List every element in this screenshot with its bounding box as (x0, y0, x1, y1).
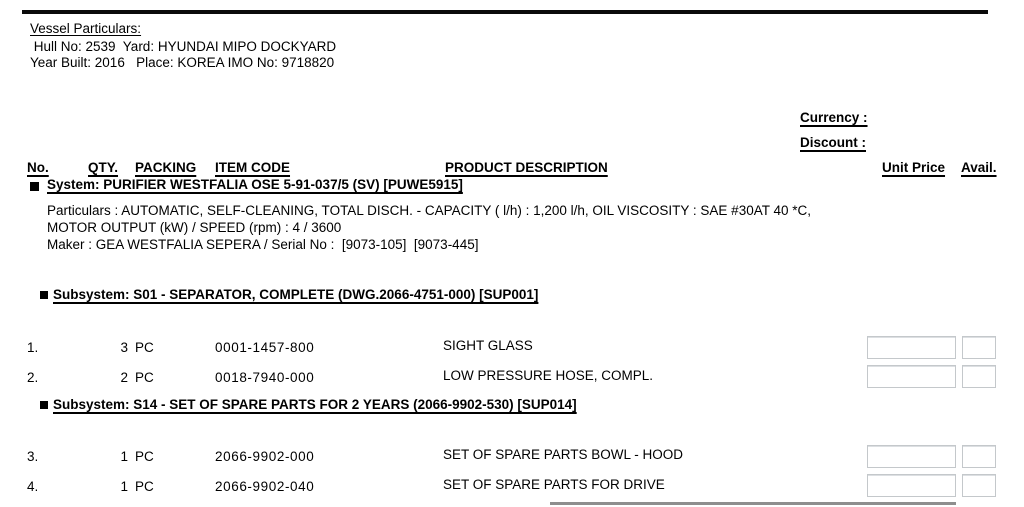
item-code: 0001-1457-800 (215, 340, 315, 355)
section-divider (550, 502, 956, 505)
square-bullet-icon (40, 291, 48, 299)
col-header-unit-price: Unit Price (882, 160, 946, 175)
item-packing: PC (135, 479, 154, 494)
avail-input[interactable] (962, 445, 996, 468)
item-packing: PC (135, 449, 154, 464)
item-code: 2066-9902-000 (215, 449, 315, 464)
currency-label: Currency : (800, 110, 868, 125)
subsystem-s01-heading: Subsystem: S01 - SEPARATOR, COMPLETE (DWG.2066-4751-000) [SUP001] (53, 287, 539, 302)
col-header-packing: PACKING (135, 160, 197, 175)
avail-input[interactable] (962, 336, 996, 359)
vessel-particulars-title: Vessel Particulars: (30, 21, 142, 36)
item-description: LOW PRESSURE HOSE, COMPL. (443, 368, 654, 383)
unit-price-input[interactable] (867, 474, 956, 497)
unit-price-input[interactable] (867, 336, 956, 359)
vessel-hull-line: Hull No: 2539 Yard: HYUNDAI MIPO DOCKYARD (30, 39, 337, 54)
item-code: 2066-9902-040 (215, 479, 315, 494)
col-header-description: PRODUCT DESCRIPTION (445, 160, 608, 175)
square-bullet-icon (40, 401, 48, 409)
system-particulars-line-1: Particulars : AUTOMATIC, SELF-CLEANING, TOTAL DISCH. - CAPACITY ( l/h) : 1,200 l/h, OIL VISCOSITY : SAE #30AT 40 *C, (47, 203, 811, 218)
item-description: SET OF SPARE PARTS FOR DRIVE (443, 477, 665, 492)
unit-price-input[interactable] (867, 445, 956, 468)
unit-price-input[interactable] (867, 365, 956, 388)
item-packing: PC (135, 370, 154, 385)
item-packing: PC (135, 340, 154, 355)
item-qty: 1 (120, 449, 128, 464)
item-no: 3. (27, 449, 39, 464)
item-qty: 2 (120, 370, 128, 385)
system-particulars-line-2: MOTOR OUTPUT (kW) / SPEED (rpm) : 4 / 3600 (47, 220, 342, 235)
item-no: 4. (27, 479, 39, 494)
item-no: 1. (27, 340, 39, 355)
item-description: SIGHT GLASS (443, 338, 533, 353)
col-header-qty: QTY. (88, 160, 119, 175)
square-bullet-icon (30, 182, 39, 191)
top-rule (22, 10, 988, 14)
subsystem-s14-heading: Subsystem: S14 - SET OF SPARE PARTS FOR 2 YEARS (2066-9902-530) [SUP014] (53, 397, 577, 412)
item-qty: 1 (120, 479, 128, 494)
avail-input[interactable] (962, 365, 996, 388)
avail-input[interactable] (962, 474, 996, 497)
item-no: 2. (27, 370, 39, 385)
discount-label: Discount : (800, 135, 866, 150)
item-description: SET OF SPARE PARTS BOWL - HOOD (443, 447, 684, 462)
system-heading: System: PURIFIER WESTFALIA OSE 5-91-037/5 (SV) [PUWE5915] (47, 177, 463, 192)
system-particulars-line-3: Maker : GEA WESTFALIA SEPERA / Serial No : [9073-105] [9073-445] (47, 237, 479, 252)
col-header-avail: Avail. (961, 160, 997, 175)
col-header-item-code: ITEM CODE (215, 160, 291, 175)
item-code: 0018-7940-000 (215, 370, 315, 385)
item-qty: 3 (120, 340, 128, 355)
col-header-no: No. (27, 160, 49, 175)
vessel-year-line: Year Built: 2016 Place: KOREA IMO No: 9718820 (30, 55, 335, 70)
